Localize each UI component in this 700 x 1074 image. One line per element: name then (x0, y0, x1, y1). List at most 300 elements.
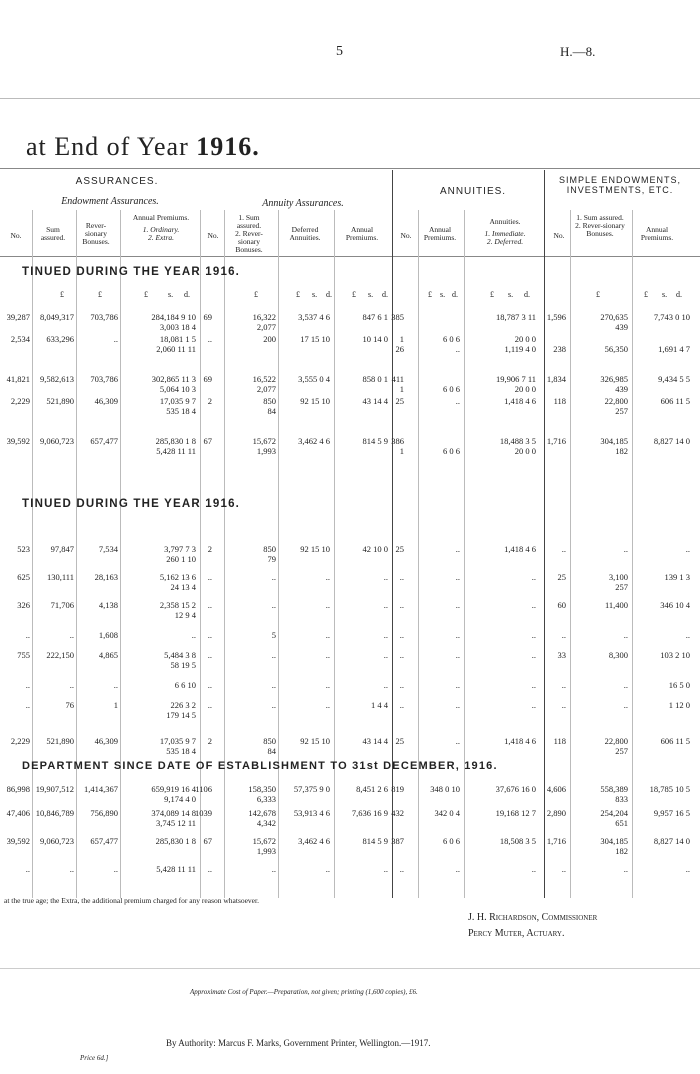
table-cell: 7,636 16 9 (351, 808, 388, 818)
table-cell: 47,406 (6, 808, 30, 818)
table-cell: 4,865 (98, 650, 118, 660)
table-cell: 2,077 (256, 322, 276, 332)
table-cell: 257 (615, 406, 628, 416)
table-cell: 342 0 4 (434, 808, 460, 818)
table-cell: .. (25, 680, 30, 690)
table-cell: 37,676 16 0 (495, 784, 536, 794)
table-cell: 257 (615, 746, 628, 756)
table-cell: .. (325, 864, 330, 874)
table-cell: 858 0 1 (362, 374, 388, 384)
table-cell: 11,400 (604, 600, 628, 610)
table-cell: 4,138 (98, 600, 118, 610)
table-cell: .. (685, 864, 690, 874)
table-cell: 182 (615, 846, 628, 856)
col-aa-premiums: Annual Premiums. (345, 225, 379, 242)
table-cell: 25 (557, 572, 566, 582)
table-cell: 6 0 6 (443, 446, 460, 456)
table-row (0, 312, 700, 322)
table-cell: 2,890 (546, 808, 566, 818)
table-cell: 1,596 (546, 312, 566, 322)
table-cell: .. (271, 680, 276, 690)
table-row (0, 572, 700, 582)
table-cell: .. (531, 572, 536, 582)
table-cell: 1 4 4 (371, 700, 388, 710)
signature-commissioner: J. H. Richardson, Commissioner (468, 912, 598, 923)
table-cell: .. (531, 864, 536, 874)
table-cell: 439 (615, 322, 628, 332)
table-cell: 386 (391, 436, 404, 446)
table-cell: .. (383, 572, 388, 582)
table-cell: 158,350 (248, 784, 276, 794)
col-an-premiums: Annual Premiums. (423, 225, 457, 242)
table-cell: .. (455, 650, 460, 660)
table-row (0, 818, 700, 828)
table-cell: .. (191, 630, 196, 640)
table-cell: .. (325, 600, 330, 610)
table-cell: 819 (391, 784, 404, 794)
table-cell: 326,985 (600, 374, 628, 384)
table-cell: 226 3 2 (170, 700, 196, 710)
table-cell: 659,919 16 4 (151, 784, 196, 794)
table-cell: 260 1 10 (166, 554, 196, 564)
signature-actuary: Percy Muter, Actuary. (468, 928, 565, 939)
table-cell: 25 (395, 396, 404, 406)
table-cell: 97,847 (50, 544, 74, 554)
table-cell: 18,785 10 5 (649, 784, 690, 794)
table-cell: 18,488 3 5 (499, 436, 536, 446)
table-row (0, 610, 700, 620)
table-cell: 4,606 (546, 784, 566, 794)
table-cell: .. (25, 630, 30, 640)
table-cell: 8,827 14 0 (653, 836, 690, 846)
table-cell: 130,111 (47, 572, 74, 582)
table-cell: 2 (207, 396, 212, 406)
table-cell: .. (271, 700, 276, 710)
table-row (0, 864, 700, 874)
table-cell: .. (685, 544, 690, 554)
table-cell: .. (399, 630, 404, 640)
table-cell: 20 0 0 (514, 446, 536, 456)
table-cell: 39,287 (6, 312, 30, 322)
table-cell: 19,906 7 11 (495, 374, 536, 384)
price: Price 6d.] (80, 1054, 109, 1062)
table-row (0, 680, 700, 690)
col-an-no: No. (400, 231, 412, 240)
table-cell: .. (207, 572, 212, 582)
col-se-no: No. (553, 231, 565, 240)
table-cell: 1,418 4 6 (504, 544, 536, 554)
table-cell: .. (207, 650, 212, 660)
table-cell: 43 14 4 (362, 736, 388, 746)
table-cell: .. (531, 700, 536, 710)
table-cell: .. (25, 700, 30, 710)
table-cell: 850 (263, 544, 276, 554)
authority-line: By Authority: Marcus F. Marks, Government Printer, Wellington.—1917. (166, 1038, 431, 1048)
table-cell: 2,229 (10, 736, 30, 746)
table-cell: 9,957 16 5 (653, 808, 690, 818)
table-cell: 814 5 9 (362, 836, 388, 846)
table-cell: 1,993 (256, 846, 276, 856)
table-cell: 535 18 4 (166, 406, 196, 416)
table-cell: 8,049,317 (40, 312, 74, 322)
table-cell: 22,800 (604, 396, 628, 406)
table-cell: 850 (263, 736, 276, 746)
table-cell: 4,342 (256, 818, 276, 828)
table-row (0, 406, 700, 416)
table-cell: .. (69, 680, 74, 690)
table-cell: 285,830 1 8 (155, 836, 196, 846)
table-cell: 657,477 (90, 836, 118, 846)
table-cell: 10,846,789 (35, 808, 74, 818)
table-cell: 67 (203, 836, 212, 846)
table-cell: 92 15 10 (300, 736, 330, 746)
table-cell: .. (325, 630, 330, 640)
table-cell: .. (455, 864, 460, 874)
table-cell: 535 18 4 (166, 746, 196, 756)
table-cell: 3,100 (608, 572, 628, 582)
col-no: No. (10, 231, 22, 240)
col-aa-no: No. (207, 231, 219, 240)
table-cell: 12 9 4 (174, 610, 196, 620)
table-cell: .. (113, 864, 118, 874)
table-cell: .. (207, 334, 212, 344)
table-cell: .. (271, 650, 276, 660)
endowment-heading: Endowment Assurances. (61, 196, 159, 207)
table-cell: 302,865 11 3 (151, 374, 196, 384)
table-cell: 19,168 12 7 (495, 808, 536, 818)
table-row (0, 836, 700, 846)
table-row (0, 660, 700, 670)
table-cell: 3,745 12 11 (155, 818, 196, 828)
table-cell: 6,333 (256, 794, 276, 804)
table-cell: .. (207, 600, 212, 610)
table-cell: 25 (395, 736, 404, 746)
table-cell: 86,998 (6, 784, 30, 794)
table-cell: .. (207, 864, 212, 874)
table-cell: .. (325, 650, 330, 660)
table-cell: 1 (399, 384, 404, 394)
table-cell: .. (399, 700, 404, 710)
table-cell: 15,672 (252, 836, 276, 846)
table-cell: 39,592 (6, 436, 30, 446)
table-cell: 346 10 4 (660, 600, 690, 610)
table-cell: 814 5 9 (362, 436, 388, 446)
table-cell: 348 0 10 (430, 784, 460, 794)
table-cell: 3,555 0 4 (298, 374, 330, 384)
table-cell: .. (399, 572, 404, 582)
table-cell: 17,035 9 7 (159, 736, 196, 746)
table-cell: .. (383, 864, 388, 874)
table-cell: 1,418 4 6 (504, 396, 536, 406)
table-cell: 9,434 5 5 (658, 374, 690, 384)
rule (0, 968, 700, 969)
table-cell: 703,786 (90, 312, 118, 322)
table-cell: 238 (553, 344, 566, 354)
table-cell: 5,484 3 8 (164, 650, 196, 660)
table-cell: 1,119 4 0 (504, 344, 536, 354)
annuities-heading: ANNUITIES. (439, 186, 507, 197)
table-cell: 84 (267, 746, 276, 756)
table-cell: 833 (615, 794, 628, 804)
table-cell: 1,716 (546, 836, 566, 846)
col-annuities: Annuities. 1. Immediate. 2. Deferred. (484, 217, 526, 246)
table-cell: .. (623, 680, 628, 690)
table-cell: .. (561, 544, 566, 554)
table-cell: .. (113, 334, 118, 344)
table-cell: 8,300 (608, 650, 628, 660)
table-cell: 606 11 5 (660, 736, 690, 746)
table-cell: .. (531, 600, 536, 610)
table-cell: 439 (615, 384, 628, 394)
table-cell: 606 11 5 (660, 396, 690, 406)
section-continued-1: TINUED DURING THE YEAR 1916. (22, 266, 241, 278)
table-cell: 57,375 9 0 (293, 784, 330, 794)
table-row (0, 344, 700, 354)
table-cell: 3,797 7 3 (164, 544, 196, 554)
table-cell: 53,913 4 6 (293, 808, 330, 818)
table-cell: 651 (615, 818, 628, 828)
table-cell: 41,821 (6, 374, 30, 384)
col-annual-premiums: Annual Premiums. 1. Ordinary. 2. Extra. (132, 213, 190, 242)
table-cell: 432 (391, 808, 404, 818)
table-cell: 625 (17, 572, 30, 582)
table-cell: 22,800 (604, 736, 628, 746)
table-cell: 92 15 10 (300, 396, 330, 406)
table-cell: 254,204 (600, 808, 628, 818)
table-cell: 9,060,723 (40, 436, 74, 446)
table-cell: 9,060,723 (40, 836, 74, 846)
table-cell: 25 (395, 544, 404, 554)
table-cell: 387 (391, 836, 404, 846)
table-cell: .. (383, 630, 388, 640)
table-cell: .. (531, 630, 536, 640)
table-cell: .. (455, 396, 460, 406)
table-cell: 9,582,613 (40, 374, 74, 384)
table-cell: 411 (391, 374, 404, 384)
table-cell: 5,428 11 11 (156, 864, 196, 874)
table-cell: .. (207, 680, 212, 690)
table-cell: 24 13 4 (170, 582, 196, 592)
table-cell: .. (399, 864, 404, 874)
table-cell: 1 (399, 446, 404, 456)
cost-note: Approximate Cost of Paper.—Preparation, not given; printing (1,600 copies), £6. (190, 988, 418, 996)
table-cell: 6 0 6 (443, 334, 460, 344)
table-row (0, 736, 700, 746)
table-cell: 10 14 0 (362, 334, 388, 344)
table-cell: 2,358 15 2 (159, 600, 196, 610)
table-cell: 142,678 (248, 808, 276, 818)
table-cell: 222,150 (46, 650, 74, 660)
table-cell: .. (399, 680, 404, 690)
table-cell: 1,993 (256, 446, 276, 456)
table-cell: 755 (17, 650, 30, 660)
table-cell: .. (399, 600, 404, 610)
table-cell: .. (623, 630, 628, 640)
table-cell: 69 (203, 312, 212, 322)
table-cell: 756,890 (90, 808, 118, 818)
table-cell: 18,787 3 11 (495, 312, 536, 322)
table-cell: .. (455, 630, 460, 640)
table-cell: .. (325, 700, 330, 710)
table-row (0, 384, 700, 394)
table-cell: 1 12 0 (668, 700, 690, 710)
table-cell: 6 6 10 (174, 680, 196, 690)
table-cell: 17 15 10 (300, 334, 330, 344)
col-aa-sum: 1. Sum assured. 2. Rever-sionary Bonuses. (235, 213, 263, 254)
table-cell: 8,827 14 0 (653, 436, 690, 446)
col-se-premiums: Annual Premiums. (640, 225, 674, 242)
table-cell: 16 5 0 (668, 680, 690, 690)
table-cell: 850 (263, 396, 276, 406)
page-title: at End of Year 1916. (26, 132, 260, 161)
table-cell: 182 (615, 446, 628, 456)
table-row (0, 374, 700, 384)
table-cell: 304,185 (600, 836, 628, 846)
col-reversionary: Rever-sionary Bonuses. (82, 221, 110, 246)
table-cell: 5,064 10 3 (159, 384, 196, 394)
table-cell: .. (25, 864, 30, 874)
table-cell: 1,716 (546, 436, 566, 446)
table-cell: .. (561, 700, 566, 710)
table-cell: 67 (203, 436, 212, 446)
table-cell: 118 (553, 736, 566, 746)
table-cell: .. (69, 630, 74, 640)
table-cell: .. (399, 650, 404, 660)
table-cell: 84 (267, 406, 276, 416)
table-cell: 285,830 1 8 (155, 436, 196, 446)
table-cell: 20 0 0 (514, 334, 536, 344)
table-cell: 2 (207, 736, 212, 746)
page-number: 5 (336, 44, 343, 59)
table-cell: 46,309 (94, 736, 118, 746)
table-cell: .. (455, 680, 460, 690)
table-row (0, 784, 700, 794)
table-cell: .. (561, 680, 566, 690)
table-cell: 657,477 (90, 436, 118, 446)
table-cell: 2,534 (10, 334, 30, 344)
table-cell: 2,060 11 11 (156, 344, 196, 354)
table-cell: 71,706 (50, 600, 74, 610)
table-cell: 20 0 0 (514, 384, 536, 394)
col-sum-assured: Sum assured. (40, 225, 66, 242)
table-cell: 7,743 0 10 (653, 312, 690, 322)
table-cell: .. (271, 864, 276, 874)
assurances-heading: ASSURANCES. (75, 176, 159, 187)
table-cell: .. (325, 572, 330, 582)
table-cell: 257 (615, 582, 628, 592)
table-cell: 6 0 6 (443, 384, 460, 394)
table-cell: 385 (391, 312, 404, 322)
table-cell: .. (623, 700, 628, 710)
table-cell: .. (561, 864, 566, 874)
col-se-sum: 1. Sum assured. 2. Rever-sionary Bonuses. (575, 213, 625, 238)
table-cell: 374,089 14 8 (151, 808, 196, 818)
annuity-assurances-heading: Annuity Assurances. (262, 198, 344, 209)
table-cell: 79 (267, 554, 276, 564)
table-cell: 1,608 (98, 630, 118, 640)
table-cell: 1 (113, 700, 118, 710)
table-cell: .. (207, 630, 212, 640)
table-row (0, 746, 700, 756)
table-cell: 92 15 10 (300, 544, 330, 554)
table-row (0, 396, 700, 406)
table-cell: 5,162 13 6 (159, 572, 196, 582)
footnote: at the true age; the Extra, the additional premium charged for any reason whatsoever. (4, 896, 259, 905)
table-row (0, 544, 700, 554)
table-cell: 16,522 (252, 374, 276, 384)
table-cell: 26 (395, 344, 404, 354)
table-row (0, 334, 700, 344)
table-cell: 69 (203, 374, 212, 384)
table-cell: 76 (65, 700, 74, 710)
table-cell: 1039 (195, 808, 212, 818)
table-cell: 118 (553, 396, 566, 406)
table-row (0, 582, 700, 592)
table-row (0, 554, 700, 564)
table-cell: 2,077 (256, 384, 276, 394)
table-cell: .. (383, 680, 388, 690)
table-cell: 58 19 5 (170, 660, 196, 670)
table-cell: 43 14 4 (362, 396, 388, 406)
table-cell: 2,229 (10, 396, 30, 406)
table-cell: .. (455, 736, 460, 746)
table-cell: 46,309 (94, 396, 118, 406)
table-cell: 1,691 4 7 (658, 344, 690, 354)
table-cell: 18,508 3 5 (499, 836, 536, 846)
table-cell: 3,003 18 4 (159, 322, 196, 332)
simple-endowments-heading: SIMPLE ENDOWMENTS, INVESTMENTS, ETC. (558, 175, 681, 195)
table-cell: 521,890 (46, 396, 74, 406)
table-cell: .. (69, 864, 74, 874)
table-cell: 179 14 5 (166, 710, 196, 720)
table-cell: 1,418 4 6 (504, 736, 536, 746)
table-cell: 103 2 10 (660, 650, 690, 660)
table-cell: .. (383, 600, 388, 610)
section-continued-2: TINUED DURING THE YEAR 1916. (22, 498, 241, 510)
table-cell: 326 (17, 600, 30, 610)
table-cell: 33 (557, 650, 566, 660)
table-cell: 60 (557, 600, 566, 610)
table-row (0, 446, 700, 456)
table-cell: .. (271, 600, 276, 610)
table-cell: 703,786 (90, 374, 118, 384)
table-row (0, 700, 700, 710)
table-cell: 8,451 2 6 (356, 784, 388, 794)
table-cell: .. (383, 650, 388, 660)
table-cell: .. (207, 700, 212, 710)
table-cell: 5 (271, 630, 276, 640)
table-cell: 2 (207, 544, 212, 554)
table-cell: 633,296 (46, 334, 74, 344)
table-cell: 1106 (195, 784, 212, 794)
table-cell: 304,185 (600, 436, 628, 446)
table-cell: 16,322 (252, 312, 276, 322)
table-cell: 15,672 (252, 436, 276, 446)
table-cell: 1,414,367 (84, 784, 118, 794)
table-cell: 5,428 11 11 (156, 446, 196, 456)
table-cell: 9,174 4 0 (164, 794, 196, 804)
table-cell: 17,035 9 7 (159, 396, 196, 406)
table-cell: 7,534 (98, 544, 118, 554)
table-cell: 521,890 (46, 736, 74, 746)
table-cell: .. (113, 680, 118, 690)
document-code: H.—8. (560, 44, 596, 59)
table-cell: .. (455, 700, 460, 710)
table-cell: .. (325, 680, 330, 690)
table-cell: 284,184 9 10 (151, 312, 196, 322)
table-cell: 270,635 (600, 312, 628, 322)
table-row (0, 322, 700, 332)
